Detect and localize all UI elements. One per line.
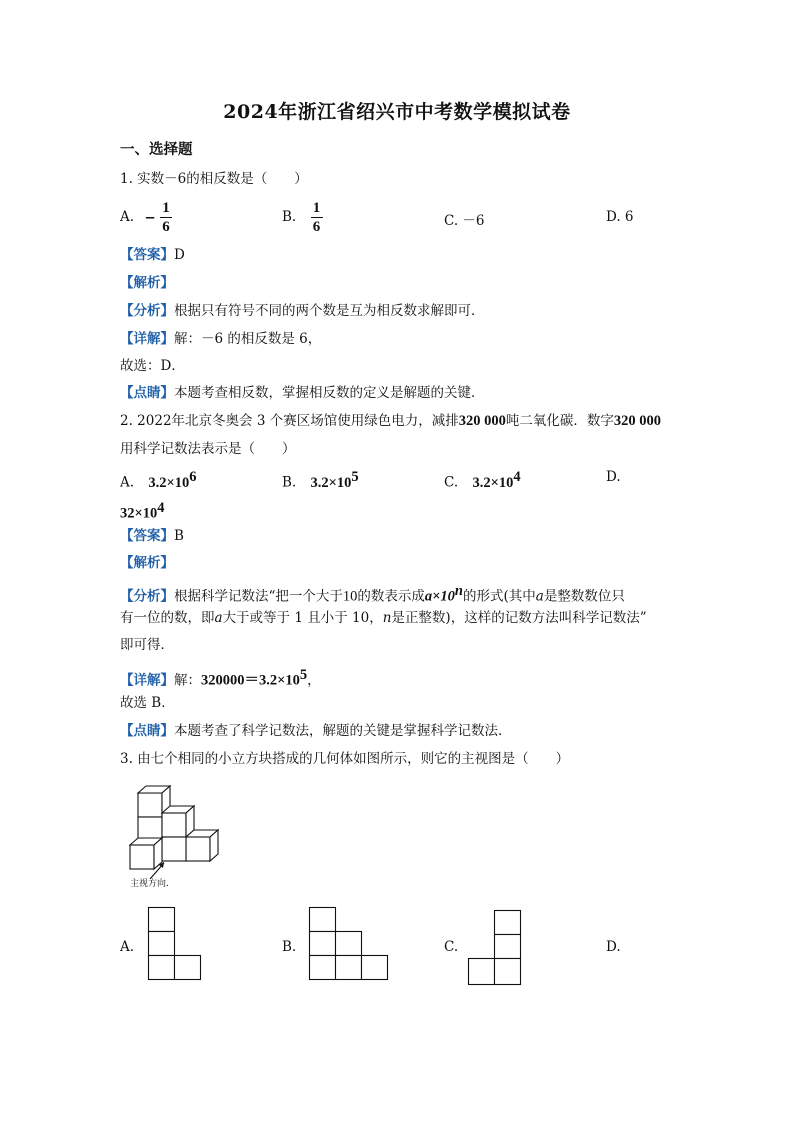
q3-option-d-label[interactable]: D. bbox=[606, 939, 621, 955]
q3-option-a-label[interactable]: A. bbox=[120, 939, 135, 955]
q3-figure-caption: 主视方向. bbox=[130, 879, 169, 889]
q2-option-d[interactable]: $32\times 10^4$ bbox=[120, 500, 165, 522]
q1-answer: 【答案】D bbox=[120, 247, 185, 263]
q1-dianjing: 【点睛】本题考查相反数，掌握相反数的定义是解题的关键． bbox=[120, 385, 485, 401]
q2-stem-line2: 用科学记数法表示是（ ） bbox=[120, 441, 296, 457]
fraction: $\frac{1}{6}$ bbox=[311, 200, 323, 235]
q2-analysis-tag: 【解析】 bbox=[120, 555, 174, 571]
q3-option-c-label[interactable]: C. bbox=[444, 939, 459, 955]
q2-fenxi-line1: 【分析】根据科学记数法“把一个大于10的数表示成$a\times 10^n$的形式(其中a是整数数位只 bbox=[120, 583, 625, 605]
q2-fenxi-line3: 即可得． bbox=[120, 637, 174, 653]
q1-xiangjie: 【详解】解：－6 的相反数是 6， bbox=[120, 331, 322, 347]
q1-option-c[interactable]: C. －6 bbox=[444, 213, 485, 229]
fraction: $\frac{1}{6}$ bbox=[160, 200, 172, 235]
q2-option-d-label[interactable]: D. bbox=[606, 469, 621, 485]
page-title: 2024年浙江省绍兴市中考数学模拟试卷 bbox=[223, 101, 571, 123]
q2-fenxi-line2: 有一位的数，即a大于或等于 1 且小于 10，n是正整数)，这样的记数方法叫科学记数法” bbox=[120, 610, 647, 626]
q3-option-a-figure[interactable] bbox=[148, 907, 204, 981]
q1-analysis-tag: 【解析】 bbox=[120, 275, 174, 291]
q3-option-b-label[interactable]: B. bbox=[282, 939, 297, 955]
q1-guxuan: 故选：D． bbox=[120, 358, 185, 374]
q3-option-c-figure[interactable] bbox=[468, 910, 524, 986]
q2-answer: 【答案】B bbox=[120, 528, 184, 544]
q1-fenxi: 【分析】根据只有符号不同的两个数是互为相反数求解即可． bbox=[120, 303, 485, 319]
q3-option-b-figure[interactable] bbox=[309, 907, 389, 981]
q1-stem: 1. 实数－6的相反数是（ ） bbox=[120, 171, 308, 187]
q3-stem: 3. 由七个相同的小立方块搭成的几何体如图所示，则它的主视图是（ ） bbox=[120, 751, 570, 767]
q1-option-b[interactable]: B. $\frac{1}{6}$ bbox=[282, 200, 323, 235]
q2-option-a[interactable]: A. $3.2\times 10^6$ bbox=[120, 469, 197, 491]
q2-stem-line1: 2. 2022年北京冬奥会 3 个赛区场馆使用绿色电力，减排320 000吨二氧化碳．数字320 000 bbox=[120, 413, 661, 429]
q2-dianjing: 【点睛】本题考查了科学记数法，解题的关键是掌握科学记数法． bbox=[120, 723, 512, 739]
q1-option-a[interactable]: A. − $\frac{1}{6}$ bbox=[120, 200, 172, 235]
section-heading: 一、选择题 bbox=[120, 141, 193, 158]
q2-option-b[interactable]: B. $3.2\times 10^5$ bbox=[282, 469, 359, 491]
q2-option-c[interactable]: C. $3.2\times 10^4$ bbox=[444, 469, 521, 491]
q2-guxuan: 故选 B． bbox=[120, 695, 175, 711]
q2-xiangjie: 【详解】解：$320000=3.2\times 10^5$， bbox=[120, 667, 321, 689]
q1-option-d[interactable]: D. 6 bbox=[606, 209, 634, 225]
